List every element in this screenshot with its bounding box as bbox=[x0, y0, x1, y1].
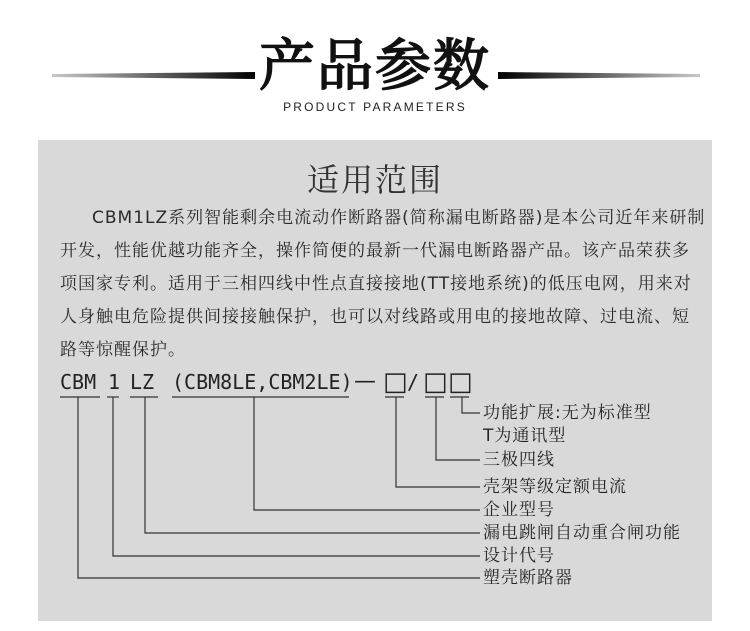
legend-enterprise-model: 企业型号 bbox=[483, 500, 555, 520]
connector-enterprise-model bbox=[254, 397, 480, 510]
paragraph-line: 人身触电危险提供间接接触保护，也可以对线路或用电的接地故障、过电流、短 bbox=[60, 307, 690, 327]
code-design: 1 bbox=[108, 370, 121, 394]
code-box-poles: □ bbox=[423, 367, 448, 397]
connector-frame-current bbox=[396, 397, 480, 487]
connector-poles bbox=[436, 397, 480, 460]
code-box-frame-current: □ bbox=[383, 367, 408, 397]
page-subtitle: PRODUCT PARAMETERS bbox=[283, 100, 467, 114]
code-alt-models: (CBM8LE,CBM2LE) bbox=[172, 370, 353, 394]
code-connector-lines bbox=[38, 140, 712, 621]
scope-panel bbox=[38, 140, 712, 621]
legend-auto-reclose: 漏电跳闸自动重合闸功能 bbox=[483, 523, 681, 543]
paragraph-line: CBM1LZ系列智能剩余电流动作断路器(简称漏电断路器)是本公司近年来研制 bbox=[92, 208, 706, 228]
section-title: 适用范围 bbox=[306, 161, 443, 199]
connector-auto-reclose bbox=[145, 397, 480, 533]
legend-design-code: 设计代号 bbox=[483, 546, 555, 566]
legend-poles: 三极四线 bbox=[483, 450, 555, 470]
legend-function-extension: 功能扩展:无为标准型 bbox=[483, 403, 652, 423]
page-title: 产品参数 bbox=[259, 34, 491, 99]
code-box-extension: □ bbox=[448, 367, 473, 397]
code-dash: — bbox=[354, 369, 376, 394]
code-series: CBM bbox=[60, 370, 97, 394]
code-type: LZ bbox=[130, 370, 155, 394]
paragraph-line: 路等惊醒保护。 bbox=[60, 340, 186, 360]
legend-product-type: 塑壳断路器 bbox=[483, 568, 573, 588]
connector-extension bbox=[462, 397, 480, 413]
paragraph-line: 项国家专利。适用于三相四线中性点直接接地(TT接地系统)的低压电网，用来对 bbox=[60, 274, 692, 294]
paragraph-line: 开发，性能优越功能齐全，操作简便的最新一代漏电断路器产品。该产品荣获多 bbox=[60, 241, 690, 261]
legend-function-extension-note: T为通讯型 bbox=[483, 426, 567, 446]
code-slash: / bbox=[407, 370, 420, 394]
connector-design-code bbox=[113, 397, 480, 556]
legend-frame-current: 壳架等级定额电流 bbox=[483, 477, 627, 497]
